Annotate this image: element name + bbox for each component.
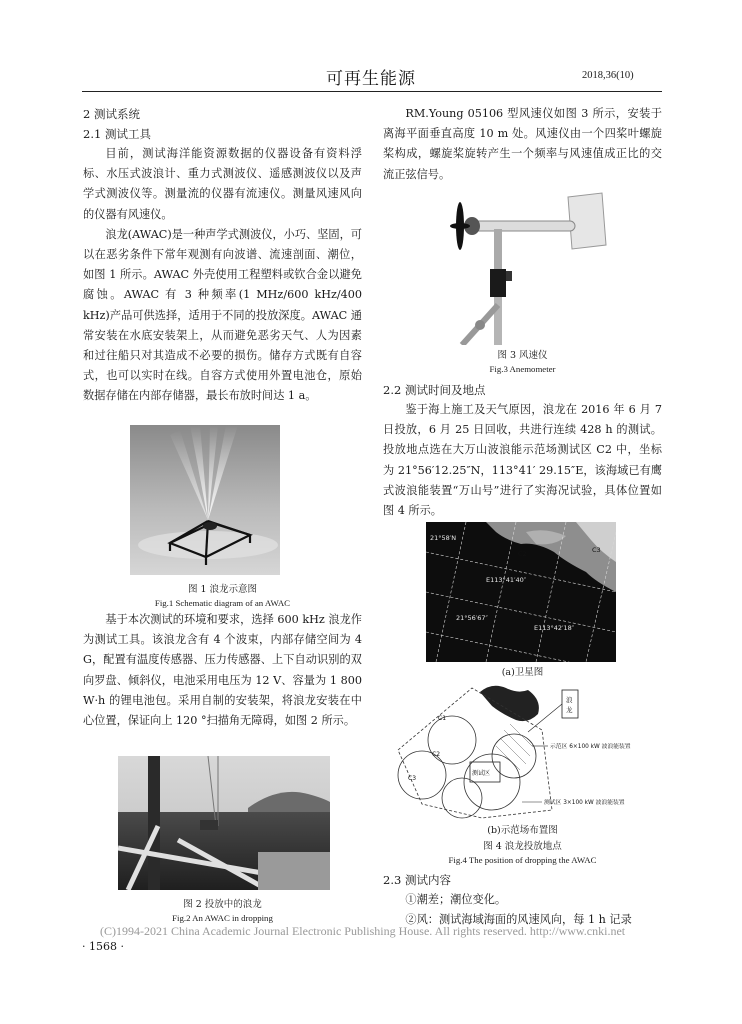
figure4-caption: 图 4 浪龙投放地点 [483,841,562,852]
subsection-heading: 2.2 测试时间及地点 [383,383,486,397]
layout-label-c2: C2 [432,751,441,758]
left-column-text-mid [83,610,362,731]
journal-title: 可再生能源 [326,69,416,89]
paragraph: 基于本次测试的环境和要求，选择 600 kHz 浪龙作为测试工具。该浪龙含有 4 个波束，内部存储空间为 4 G，配置有温度传感器、压力传感器、上下自动识别的双向罗盘、倾斜仪，电池采用电压为 12 V、容量为 1 800 W·h 的锂电池包。采用自制的安装架，将浪龙安装在中心位置，保证向上 120 °扫描角无障碍，如图 2 所示。 [83,613,362,728]
figure1-caption: 图 1 浪龙示意图 [187,584,258,595]
paragraph: 目前，测试海洋能资源数据的仪器设备有资料浮标、水压式波浪计、重力式测波仪、遥感测波仪以及声学式测波仪等。测量流的仪器有流速仪。测量风速风向的仪器有风速仪。 [83,147,362,221]
issue-info: 2018,36(10) [582,70,634,81]
list-item: ②风：测试海域海面的风速风向，每 1 h 记录 [405,913,632,927]
figure3-caption: 图 3 风速仪 [497,350,548,361]
layout-label-test-zone: 测试区 [472,770,491,777]
layout-label-c1: C1 [438,715,447,722]
figure3-caption-en: Fig.3 Anemometer [489,364,556,374]
layout-label-c3: C3 [408,775,417,782]
figure4b-sublabel: (b)示范场布置图 [487,825,558,836]
map-label-lon-bottom: E113°42′18″ [534,624,575,632]
figure2-caption: 图 2 投放中的浪龙 [183,899,262,910]
map-label-c3: C3 [592,546,601,554]
figure4-caption-en: Fig.4 The position of dropping the AWAC [448,855,597,865]
map-label-lat-top: 21°58′N [430,534,457,542]
map-label-c2: C2 [518,550,527,558]
figure4a-satellite-map [426,522,616,662]
copyright-watermark: (C)1994-2021 China Academic Journal Electronic Publishing House. All rights reserved. http://www.cnki.net [100,924,626,938]
section-heading: 2 测试系统 [83,107,140,121]
list-item: ①潮差；潮位变化。 [405,893,507,906]
section-heading: 2.3 测试内容 [383,873,451,887]
layout-legend-2: 测试区 3×100 kW 波浪能装置 [544,800,625,806]
map-label-lon-mid: E113°41′40″ [486,576,527,584]
paragraph: 鉴于海上施工及天气原因，浪龙在 2016 年 6 月 7 日投放，6 月 25 日回收，共进行连续 428 h 的测试。投放地点选在大万山波浪能示范场测试区 C2 中，坐标为 21°56′12.25″N，113°41′ 29.15″E，该海域已有鹰式波浪能装置“万山号”进行了实海况试验，具体位置如图 4 所示。 [383,403,662,518]
paragraph: RM.Young 05106 型风速仪如图 3 所示，安装于离海平面垂直高度 10 m 处。风速仪由一个四桨叶螺旋桨构成，螺旋桨旋转产生一个频率与风速值成正比的交流正弦信号。 [383,107,662,181]
header-divider [82,91,662,92]
layout-legend-1: 示范区 6×100 kW 波浪能装置 [550,744,631,750]
figure1-image [130,425,280,575]
left-column-text-top [83,104,362,407]
figure4a-sublabel: (a)卫星图 [501,667,544,678]
right-column-text-top [383,104,662,185]
map-label-lat-bottom: 21°56′67″ [456,614,488,622]
right-column-text-mid [383,380,662,521]
figure3-image [440,185,610,345]
page-number: · 1568 · [82,940,124,953]
figure2-image [118,756,330,890]
layout-label-box-2: 龙 [566,706,573,714]
right-column-text-bottom [383,870,662,930]
paragraph: 浪龙(AWAC)是一种声学式测波仪，小巧、坚固，可以在恶劣条件下常年观测有向波谱、流速剖面、潮位，如图 1 所示。AWAC 外壳使用工程塑料或钦合金以避免腐蚀。AWAC 有 3 种频率(1 MHz/600 kHz/400 kHz)产品可供选择，适用于不同的投放深度。AWAC 通常安装在水底安装架上，从而避免恶劣天气、人为因素和过往船只对其造成不必要的损伤。储存方式既有自容式，也可以实时在线。自容方式使用外置电池仓，原始数据存储在内部存储器，最长布放时间达 1 a。 [83,227,362,403]
figure4b-layout-diagram [392,680,662,820]
layout-label-box-1: 浪 [566,696,573,704]
subsection-heading: 2.1 测试工具 [83,127,151,141]
figure1-caption-en: Fig.1 Schematic diagram of an AWAC [154,598,291,608]
figure2-caption-en: Fig.2 An AWAC in dropping [172,913,273,923]
